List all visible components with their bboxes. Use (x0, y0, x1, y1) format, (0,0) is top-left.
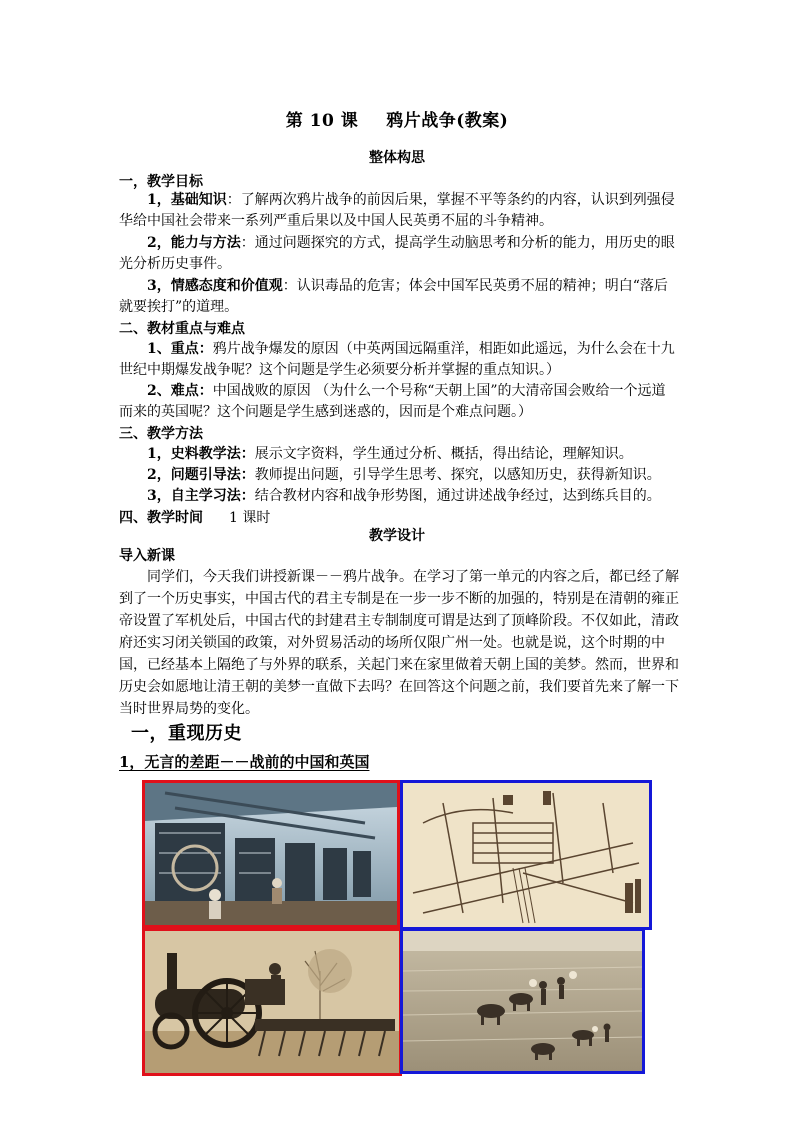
goal-1-line-1 (147, 190, 675, 211)
goal-2-text: ：通过问题探究的方式，提高学生动脑思考和分析的能力，用历史的眼 (240, 235, 675, 251)
photo-ox-ploughing-field (400, 928, 645, 1074)
lesson-number: 第 10 课 (285, 111, 359, 131)
goals-heading: 一，教学目标 (119, 174, 203, 190)
goal-1-label: 1，基础知识 (147, 192, 227, 208)
intro-paragraph: 同学们，今天我们讲授新课－－鸦片战争。在学习了第一单元的内容之后，都已经了解到了一个历史事实，中国古代的君主专制是在一步一步不断的加强的，特别是在清朝的雍正帝设置了军机处后，中国古代的封建君主专制制度可谓是达到了顶峰阶段。不仅如此，清政府还实习闭关锁国的政策，对外贸易活动的场所仅限广州一处。也就是说，这个时期的中国，已经基本上隔绝了与外界的联系，关起门来在家里做着天朝上国的美梦。然而，世界和历史会如愿地让清王朝的美梦一直做下去吗？在回答这个问题之前，我们要首先来了解一下当时世界局势的变化。 (119, 569, 679, 717)
goal-1-line-2: 华给中国社会带来一系列严重后果以及中国人民英勇不屈的斗争精神。 (119, 213, 553, 229)
key-1-line-1 (147, 339, 675, 360)
key-2-text: 中国战败的原因 （为什么一个号称“天朝上国”的大清帝国会败给一个远道 (212, 383, 666, 399)
steam-engine-image (145, 931, 399, 1073)
time-heading (119, 507, 270, 527)
ox-plough-image (403, 931, 642, 1071)
goal-3-line-1 (147, 276, 668, 297)
goal-2-line-1 (147, 233, 675, 254)
lesson-title: 鸦片战争(教案) (386, 111, 509, 131)
key-1-text: 鸦片战争爆发的原因（中英两国远隔重洋，相距如此遥远，为什么会在十九 (212, 341, 675, 357)
photo-steam-traction-engine (142, 928, 402, 1076)
method-2 (147, 465, 661, 486)
part-1-heading: 一，重现历史 (131, 723, 242, 744)
design-heading: 教学设计 (369, 528, 425, 544)
key-points-heading: 二、教材重点与难点 (119, 321, 245, 337)
key-2-line-2: 而来的英国呢？这个问题是学生感到迷惑的，因而是个难点问题。） (119, 404, 532, 420)
textile-mill-image (145, 783, 397, 925)
photo-british-textile-mill (142, 780, 400, 928)
goal-2-line-2: 光分析历史事件。 (119, 256, 231, 272)
goal-3-label: 3，情感态度和价值观 (147, 278, 283, 294)
key-1-line-2: 世纪中期爆发战争呢？这个问题是学生必须要分析并掌握的重点知识。） (119, 362, 560, 378)
goal-1-text: ：了解两次鸦片战争的前因后果，掌握不平等条约的内容，认识到列强侵 (226, 192, 675, 208)
photo-chinese-loom-drawing (400, 780, 652, 930)
loom-drawing-image (403, 783, 649, 927)
time-heading-text: 四、教学时间 (119, 510, 203, 526)
method-2-text: 教师提出问题，引导学生思考、探究，以感知历史，获得新知识。 (254, 467, 661, 483)
method-3-text: 结合教材内容和战争形势图，通过讲述战争经过，达到练兵目的。 (254, 488, 661, 504)
key-1-label: 1、重点： (147, 341, 213, 357)
overall-heading: 整体构思 (369, 150, 425, 166)
method-1-text: 展示文字资料，学生通过分析、概括，得出结论，理解知识。 (254, 446, 633, 462)
method-1 (147, 444, 633, 465)
goal-3-text: ：认识毒品的危害；体会中国军民英勇不屈的精神；明白“落后 (282, 278, 668, 294)
key-2-line-1 (147, 381, 666, 402)
goal-2-label: 2，能力与方法 (147, 235, 241, 251)
part-1-subheading: 1，无言的差距－－战前的中国和英国 (119, 753, 370, 771)
goal-3-line-2: 就要挨打”的道理。 (119, 299, 239, 315)
time-value: 1 课时 (229, 510, 271, 526)
key-2-label: 2、难点： (147, 383, 213, 399)
methods-heading: 三、教学方法 (119, 426, 203, 442)
page-title (0, 106, 794, 131)
method-3 (147, 486, 661, 507)
method-2-label: 2，问题引导法： (147, 467, 255, 483)
method-1-label: 1，史料教学法： (147, 446, 255, 462)
intro-heading: 导入新课 (119, 548, 175, 564)
method-3-label: 3，自主学习法： (147, 488, 255, 504)
